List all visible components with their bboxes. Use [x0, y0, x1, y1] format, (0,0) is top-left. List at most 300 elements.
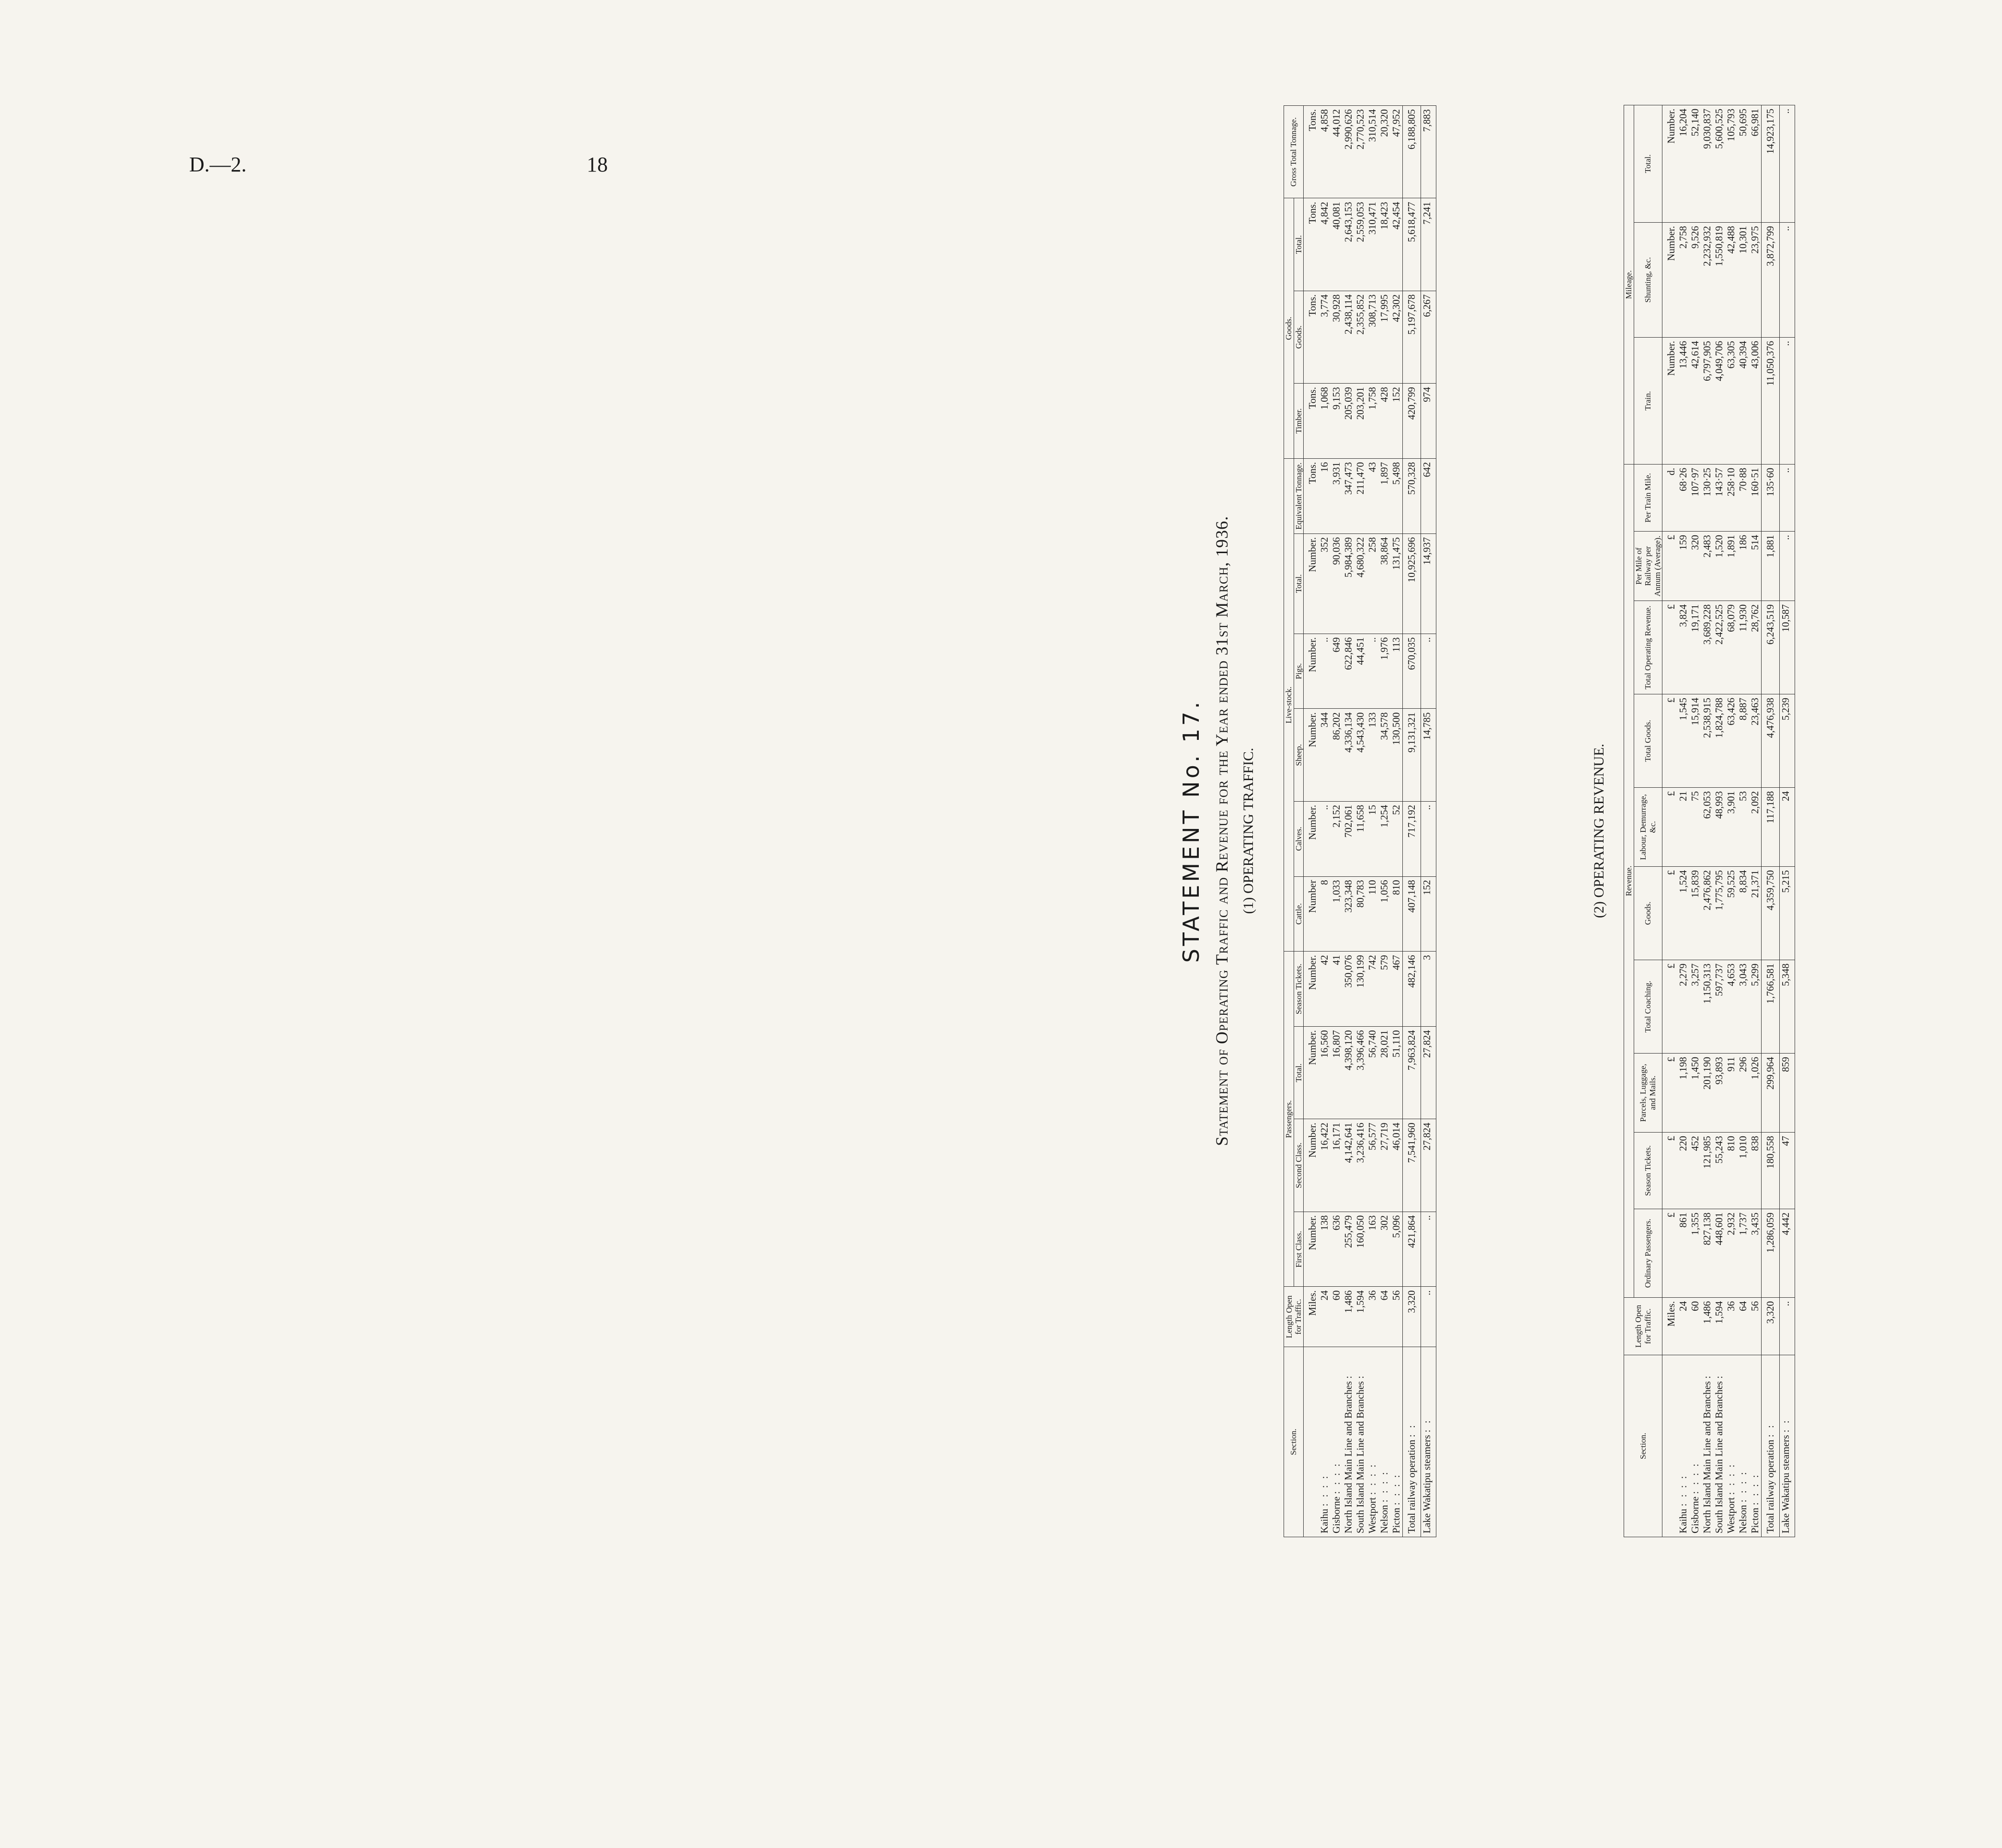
value-cell: 138 — [1319, 1212, 1331, 1287]
value-cell: 9,131,321 — [1403, 709, 1421, 801]
group-goods: Goods. — [1284, 198, 1294, 458]
value-cell: 10,301 — [1737, 222, 1749, 337]
total-row — [1762, 105, 1780, 1537]
table-row — [1342, 106, 1354, 1537]
value-cell: 6,243,519 — [1762, 601, 1780, 694]
value-cell: 10,587 — [1780, 601, 1795, 694]
value-cell: .. — [1780, 1298, 1795, 1355]
value-cell: 2,422,525 — [1713, 601, 1725, 694]
revenue-group-header-row — [1624, 105, 1634, 1537]
section-name-cell — [1762, 1355, 1780, 1537]
value-cell: .. — [1319, 634, 1331, 709]
value-cell: 1,824,788 — [1713, 694, 1725, 788]
value-cell: 420,799 — [1403, 384, 1421, 459]
value-cell: 1,068 — [1319, 384, 1331, 459]
col-pigs: Pigs. — [1294, 634, 1304, 709]
col-second-class: Second Class. — [1294, 1119, 1304, 1212]
value-cell: 974 — [1421, 384, 1436, 459]
unit-cell: Number — [1304, 876, 1319, 952]
value-cell: 5,239 — [1780, 694, 1795, 788]
value-cell: 13,446 — [1677, 337, 1689, 464]
value-cell: 28,021 — [1378, 1027, 1390, 1119]
units-label-cell — [1304, 1347, 1319, 1537]
value-cell: 2,355,852 — [1354, 291, 1366, 383]
col-sheep: Sheep. — [1294, 709, 1304, 801]
value-cell: 24 — [1319, 1287, 1331, 1347]
section-name-cell — [1725, 1355, 1737, 1537]
value-cell: .. — [1780, 464, 1795, 531]
value-cell: 55,243 — [1713, 1133, 1725, 1209]
section-name-cell — [1331, 1347, 1342, 1537]
value-cell: 350,076 — [1342, 952, 1354, 1027]
section-name: Gisborne — [1331, 1497, 1342, 1533]
value-cell: 1,897 — [1378, 458, 1390, 533]
table-row — [1749, 105, 1762, 1537]
col-train: Train. — [1634, 337, 1662, 464]
value-cell: 53 — [1737, 788, 1749, 867]
value-cell: 7,963,824 — [1403, 1027, 1421, 1119]
value-cell: 43,006 — [1749, 337, 1762, 464]
value-cell: 86,202 — [1331, 709, 1342, 801]
value-cell: 5,096 — [1390, 1212, 1403, 1287]
col-per-train-mile: Per Train Mile. — [1634, 464, 1662, 531]
leader-dots: : — [1713, 1374, 1725, 1379]
col-section: Section. — [1284, 1347, 1304, 1537]
value-cell: 3,435 — [1749, 1209, 1762, 1298]
value-cell: 1,150,313 — [1701, 960, 1713, 1054]
section-name-cell — [1378, 1347, 1390, 1537]
unit-cell: Number. — [1304, 1119, 1319, 1212]
unit-cell: Number. — [1304, 1027, 1319, 1119]
value-cell: 452 — [1689, 1133, 1701, 1209]
value-cell: 4,858 — [1319, 106, 1331, 198]
statement-title: STATEMENT No. 17. — [1178, 699, 1204, 963]
section-name: South Island Main Line and Branches — [1713, 1381, 1725, 1533]
value-cell: 2,152 — [1331, 801, 1342, 876]
section-name-cell — [1390, 1347, 1403, 1537]
value-cell: 2,279 — [1677, 960, 1689, 1054]
value-cell: 27,824 — [1421, 1027, 1436, 1119]
value-cell: 1,737 — [1737, 1209, 1749, 1298]
value-cell: 717,192 — [1403, 801, 1421, 876]
group-passengers: Passengers. — [1284, 952, 1294, 1287]
section-name-cell — [1713, 1355, 1725, 1537]
table-row — [1689, 105, 1701, 1537]
value-cell: 3,774 — [1319, 291, 1331, 383]
col-equivalent-tonnage: Equivalent Tonnage. — [1294, 458, 1304, 533]
leader-dots: : — [1354, 1374, 1366, 1379]
value-cell: 3,320 — [1762, 1298, 1780, 1355]
section-name: Westport — [1725, 1497, 1737, 1533]
leader-dots: : : : : — [1390, 1473, 1402, 1506]
value-cell: 1,550,819 — [1713, 222, 1725, 337]
value-cell: 810 — [1725, 1133, 1737, 1209]
unit-cell: £ — [1662, 694, 1678, 788]
leader-dots: : : : : — [1689, 1462, 1701, 1494]
section-name: Lake Wakatipu steamers — [1421, 1435, 1433, 1533]
value-cell: 60 — [1331, 1287, 1342, 1347]
col-first-class: First Class. — [1294, 1212, 1304, 1287]
col-goods: Goods. — [1294, 291, 1304, 383]
col-passengers-total: Total. — [1294, 1027, 1304, 1119]
unit-cell: £ — [1662, 532, 1678, 601]
leader-dots: : : : : — [1331, 1462, 1342, 1494]
value-cell: 4,142,641 — [1342, 1119, 1354, 1212]
value-cell: 68·26 — [1677, 464, 1689, 531]
value-cell: 3,931 — [1331, 458, 1342, 533]
value-cell: 570,328 — [1403, 458, 1421, 533]
section-name: Nelson — [1378, 1505, 1390, 1533]
value-cell: 1,976 — [1378, 634, 1390, 709]
col-length: Length Open for Traffic. — [1624, 1298, 1662, 1355]
value-cell: 1,450 — [1689, 1054, 1701, 1133]
value-cell: 702,061 — [1342, 801, 1354, 876]
table-row — [1378, 106, 1390, 1537]
value-cell: 579 — [1378, 952, 1390, 1027]
value-cell: .. — [1319, 801, 1331, 876]
table-row — [1366, 106, 1378, 1537]
value-cell: 41 — [1331, 952, 1342, 1027]
value-cell: 2,643,153 — [1342, 198, 1354, 291]
value-cell: 514 — [1749, 532, 1762, 601]
value-cell: 121,985 — [1701, 1133, 1713, 1209]
value-cell: 160·51 — [1749, 464, 1762, 531]
value-cell: 827,138 — [1701, 1209, 1713, 1298]
value-cell: 428 — [1378, 384, 1390, 459]
value-cell: 344 — [1319, 709, 1331, 801]
unit-cell: Miles. — [1304, 1287, 1319, 1347]
value-cell: .. — [1421, 801, 1436, 876]
value-cell: 2,758 — [1677, 222, 1689, 337]
unit-cell: Number. — [1304, 952, 1319, 1027]
value-cell: 51,110 — [1390, 1027, 1403, 1119]
value-cell: 6,188,805 — [1403, 106, 1421, 198]
value-cell: 861 — [1677, 1209, 1689, 1298]
value-cell: 80,783 — [1354, 876, 1366, 952]
col-section: Section. — [1624, 1355, 1662, 1537]
table-row — [1390, 106, 1403, 1537]
value-cell: 1,766,581 — [1762, 960, 1780, 1054]
section-name: Lake Wakatipu steamers — [1780, 1435, 1792, 1533]
value-cell: .. — [1780, 337, 1795, 464]
unit-cell: Tons. — [1304, 291, 1319, 383]
units-row — [1662, 105, 1678, 1537]
section-name: South Island Main Line and Branches — [1354, 1381, 1366, 1533]
unit-cell: £ — [1662, 1209, 1678, 1298]
value-cell: 2,990,626 — [1342, 106, 1354, 198]
value-cell: 21,371 — [1749, 867, 1762, 960]
value-cell: 63,305 — [1725, 337, 1737, 464]
value-cell: 160,050 — [1354, 1212, 1366, 1287]
value-cell: 7,241 — [1421, 198, 1436, 291]
value-cell: 9,030,837 — [1701, 105, 1713, 222]
value-cell: 258 — [1366, 533, 1378, 634]
unit-cell: Number. — [1304, 533, 1319, 634]
value-cell: 11,050,376 — [1762, 337, 1780, 464]
value-cell: 4,680,322 — [1354, 533, 1366, 634]
value-cell: 7,883 — [1421, 106, 1436, 198]
value-cell: 2,559,053 — [1354, 198, 1366, 291]
value-cell: 3,320 — [1403, 1287, 1421, 1347]
value-cell: 117,188 — [1762, 788, 1780, 867]
leader-dots: : : : : — [1366, 1463, 1378, 1495]
value-cell: 68,079 — [1725, 601, 1737, 694]
value-cell: 4,049,706 — [1713, 337, 1725, 464]
value-cell: 2,538,915 — [1701, 694, 1713, 788]
value-cell: 8,834 — [1737, 867, 1749, 960]
value-cell: 11,658 — [1354, 801, 1366, 876]
value-cell: 42,302 — [1390, 291, 1403, 383]
value-cell: 448,601 — [1713, 1209, 1725, 1298]
col-mileage-total: Total. — [1634, 105, 1662, 222]
value-cell: .. — [1366, 634, 1378, 709]
value-cell: 347,473 — [1342, 458, 1354, 533]
section-name-cell — [1677, 1355, 1689, 1537]
value-cell: 255,479 — [1342, 1212, 1354, 1287]
value-cell: 670,035 — [1403, 634, 1421, 709]
value-cell: 211,470 — [1354, 458, 1366, 533]
unit-cell: Miles. — [1662, 1298, 1678, 1355]
lake-wakatipu-row — [1421, 106, 1436, 1537]
value-cell: 810 — [1390, 876, 1403, 952]
value-cell: 44,451 — [1354, 634, 1366, 709]
col-shunting: Shunting, &c. — [1634, 222, 1662, 337]
section-name-cell — [1366, 1347, 1378, 1537]
value-cell: 5,215 — [1780, 867, 1795, 960]
col-goods-total: Total. — [1294, 198, 1304, 291]
value-cell: 5,498 — [1390, 458, 1403, 533]
unit-cell: £ — [1662, 1054, 1678, 1133]
value-cell: .. — [1780, 105, 1795, 222]
value-cell: 2,932 — [1725, 1209, 1737, 1298]
unit-cell: Number. — [1662, 337, 1678, 464]
section-name: North Island Main Line and Branches — [1701, 1381, 1713, 1533]
value-cell: 152 — [1421, 876, 1436, 952]
value-cell: 8 — [1319, 876, 1331, 952]
value-cell: 110 — [1366, 876, 1378, 952]
section-name: Picton — [1749, 1508, 1761, 1533]
value-cell: 3,872,799 — [1762, 222, 1780, 337]
value-cell: 911 — [1725, 1054, 1737, 1133]
value-cell: 42,454 — [1390, 198, 1403, 291]
value-cell: 44,012 — [1331, 106, 1342, 198]
value-cell: 64 — [1737, 1298, 1749, 1355]
section-name-cell — [1319, 1347, 1331, 1537]
value-cell: .. — [1421, 1212, 1436, 1287]
table-row — [1725, 105, 1737, 1537]
value-cell: 4,398,120 — [1342, 1027, 1354, 1119]
value-cell: 5,299 — [1749, 960, 1762, 1054]
value-cell: 52 — [1390, 801, 1403, 876]
value-cell: 4,842 — [1319, 198, 1331, 291]
col-parcels: Parcels, Luggage, and Mails. — [1634, 1054, 1662, 1133]
value-cell: 3,257 — [1689, 960, 1701, 1054]
section-name: Total railway operation — [1764, 1440, 1776, 1533]
value-cell: 220 — [1677, 1133, 1689, 1209]
value-cell: 42,614 — [1689, 337, 1701, 464]
value-cell: 4,653 — [1725, 960, 1737, 1054]
value-cell: 4,442 — [1780, 1209, 1795, 1298]
value-cell: 36 — [1725, 1298, 1737, 1355]
col-cattle: Cattle. — [1294, 876, 1304, 952]
value-cell: 24 — [1780, 788, 1795, 867]
leader-dots: : : — [1421, 1418, 1433, 1433]
value-cell: 296 — [1737, 1054, 1749, 1133]
value-cell: 40,081 — [1331, 198, 1342, 291]
value-cell: 56,740 — [1366, 1027, 1378, 1119]
value-cell: 3,901 — [1725, 788, 1737, 867]
section-name: Westport — [1366, 1497, 1378, 1533]
value-cell: 38,864 — [1378, 533, 1390, 634]
value-cell: 1,891 — [1725, 532, 1737, 601]
value-cell: 2,476,862 — [1701, 867, 1713, 960]
value-cell: 36 — [1366, 1287, 1378, 1347]
value-cell: 308,713 — [1366, 291, 1378, 383]
value-cell: 1,026 — [1749, 1054, 1762, 1133]
section-name: Kaihu — [1677, 1508, 1689, 1533]
group-livestock: Live-stock. — [1284, 458, 1294, 951]
total-row — [1403, 106, 1421, 1537]
value-cell: 59,525 — [1725, 867, 1737, 960]
value-cell: 16,560 — [1319, 1027, 1331, 1119]
value-cell: 310,471 — [1366, 198, 1378, 291]
col-total-coaching: Total Coaching. — [1634, 960, 1662, 1054]
value-cell: 649 — [1331, 634, 1342, 709]
value-cell: 186 — [1737, 532, 1749, 601]
value-cell: 143·57 — [1713, 464, 1725, 531]
unit-cell: Tons. — [1304, 384, 1319, 459]
value-cell: 46,014 — [1390, 1119, 1403, 1212]
value-cell: 28,762 — [1749, 601, 1762, 694]
value-cell: .. — [1421, 634, 1436, 709]
value-cell: 133 — [1366, 709, 1378, 801]
section-name: North Island Main Line and Branches — [1342, 1381, 1354, 1533]
unit-cell: Tons. — [1304, 106, 1319, 198]
value-cell: 9,153 — [1331, 384, 1342, 459]
leader-dots: : : — [1764, 1423, 1776, 1438]
leader-dots: : — [1701, 1374, 1713, 1379]
group-revenue: Revenue. — [1624, 464, 1634, 1297]
value-cell: 60 — [1689, 1298, 1701, 1355]
leader-dots: : : : : — [1725, 1463, 1737, 1495]
value-cell: 8,887 — [1737, 694, 1749, 788]
unit-cell: Number. — [1304, 634, 1319, 709]
value-cell: 205,039 — [1342, 384, 1354, 459]
value-cell: 2,092 — [1749, 788, 1762, 867]
value-cell: 1,198 — [1677, 1054, 1689, 1133]
value-cell: 1,520 — [1713, 532, 1725, 601]
value-cell: 107·97 — [1689, 464, 1701, 531]
col-season-tickets: Season Tickets. — [1634, 1133, 1662, 1209]
unit-cell: £ — [1662, 867, 1678, 960]
lake-wakatipu-row — [1780, 105, 1795, 1537]
value-cell: 16 — [1319, 458, 1331, 533]
value-cell: 2,770,523 — [1354, 106, 1366, 198]
col-per-mile: Per Mile of Railway per Annum (Average). — [1634, 532, 1662, 601]
units-row — [1304, 106, 1319, 1537]
value-cell: 1,286,059 — [1762, 1209, 1780, 1298]
value-cell: 15,839 — [1689, 867, 1701, 960]
section1-title: (1) OPERATING TRAFFIC. — [1240, 748, 1256, 914]
col-goods: Goods. — [1634, 867, 1662, 960]
value-cell: 1,486 — [1342, 1287, 1354, 1347]
value-cell: 62,053 — [1701, 788, 1713, 867]
value-cell: 4,359,750 — [1762, 867, 1780, 960]
value-cell: 2,483 — [1701, 532, 1713, 601]
statement-subtitle: Statement of Operating Traffic and Revenue for the Year ended 31st March, 1936. — [1212, 516, 1231, 1146]
value-cell: 16,171 — [1331, 1119, 1342, 1212]
unit-cell: £ — [1662, 960, 1678, 1054]
table-row — [1331, 106, 1342, 1537]
col-labour: Labour, Demurrage, &c. — [1634, 788, 1662, 867]
section-name-cell — [1342, 1347, 1354, 1537]
value-cell: 23,463 — [1749, 694, 1762, 788]
value-cell: 310,514 — [1366, 106, 1378, 198]
value-cell: 1,524 — [1677, 867, 1689, 960]
value-cell: 1,056 — [1378, 876, 1390, 952]
unit-cell: Number. — [1304, 1212, 1319, 1287]
value-cell: 1,033 — [1331, 876, 1342, 952]
value-cell: 3,043 — [1737, 960, 1749, 1054]
col-season-tickets: Season Tickets. — [1294, 952, 1304, 1027]
value-cell: .. — [1780, 222, 1795, 337]
section-name-cell — [1421, 1347, 1436, 1537]
value-cell: 16,422 — [1319, 1119, 1331, 1212]
col-livestock-total: Total. — [1294, 533, 1304, 634]
value-cell: 3,824 — [1677, 601, 1689, 694]
value-cell: 27,719 — [1378, 1119, 1390, 1212]
value-cell: 299,964 — [1762, 1054, 1780, 1133]
leader-dots: : : — [1780, 1418, 1792, 1433]
value-cell: .. — [1780, 532, 1795, 601]
value-cell: 40,394 — [1737, 337, 1749, 464]
unit-cell: d. — [1662, 464, 1678, 531]
table-row — [1737, 105, 1749, 1537]
value-cell: 2,438,114 — [1342, 291, 1354, 383]
value-cell: 42,488 — [1725, 222, 1737, 337]
value-cell: 1,010 — [1737, 1133, 1749, 1209]
table-row — [1319, 106, 1331, 1537]
section-name-cell — [1737, 1355, 1749, 1537]
value-cell: 56,577 — [1366, 1119, 1378, 1212]
value-cell: 105,793 — [1725, 105, 1737, 222]
leader-dots: : : : : — [1677, 1474, 1689, 1507]
traffic-table-body — [1304, 106, 1436, 1537]
value-cell: 20,320 — [1378, 106, 1390, 198]
section-name-cell — [1749, 1355, 1762, 1537]
value-cell: 1,355 — [1689, 1209, 1701, 1298]
value-cell: 3,236,416 — [1354, 1119, 1366, 1212]
unit-cell: Number. — [1304, 709, 1319, 801]
value-cell: 34,578 — [1378, 709, 1390, 801]
section-name-cell — [1780, 1355, 1795, 1537]
value-cell: 43 — [1366, 458, 1378, 533]
value-cell: 5,348 — [1780, 960, 1795, 1054]
page-number: 18 — [587, 153, 608, 176]
value-cell: 9,526 — [1689, 222, 1701, 337]
value-cell: 90,036 — [1331, 533, 1342, 634]
value-cell: 5,618,477 — [1403, 198, 1421, 291]
value-cell: 302 — [1378, 1212, 1390, 1287]
unit-cell: Number. — [1662, 222, 1678, 337]
value-cell: 180,558 — [1762, 1133, 1780, 1209]
unit-cell: Number. — [1304, 801, 1319, 876]
value-cell: 16,204 — [1677, 105, 1689, 222]
value-cell: 4,543,430 — [1354, 709, 1366, 801]
value-cell: 42 — [1319, 952, 1331, 1027]
value-cell: 50,695 — [1737, 105, 1749, 222]
value-cell: 63,426 — [1725, 694, 1737, 788]
